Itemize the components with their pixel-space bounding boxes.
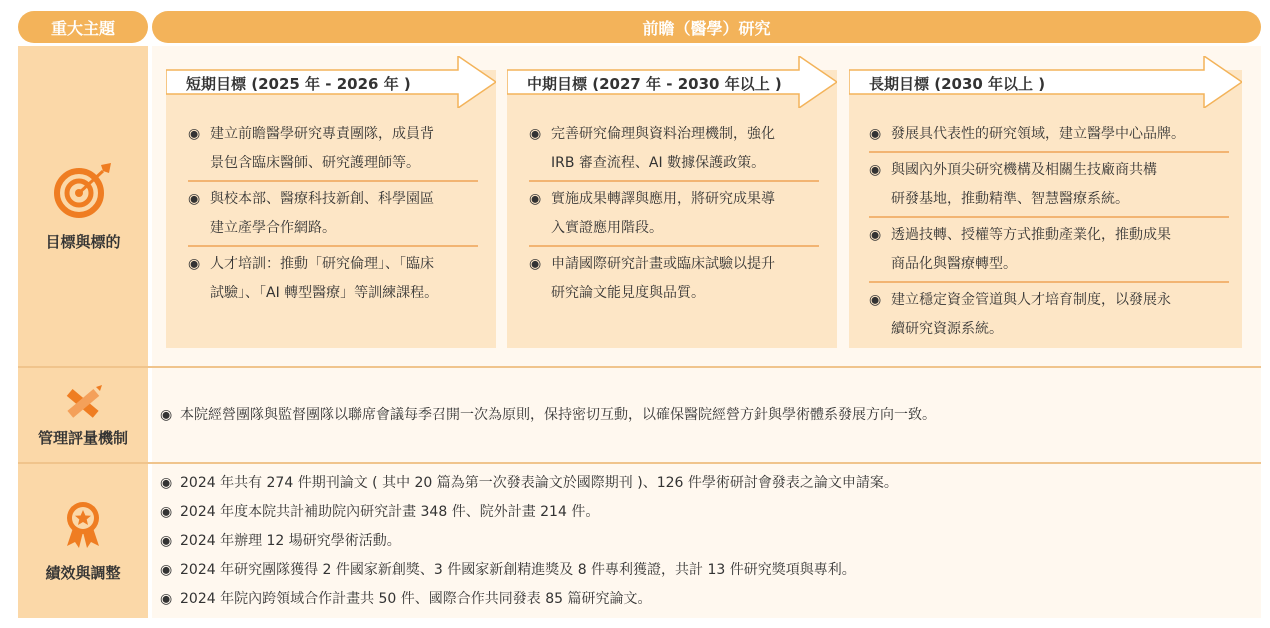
bullet-icon: ◉ [188,126,201,142]
bullet-icon: ◉ [160,504,173,520]
management-text: 本院經營團隊與監督團隊以聯席會議每季召開一次為原則，保持密切互動，以確保醫院經營方針與學術體系發展方向一致。 [180,407,936,423]
goal-item-line: 實施成果轉譯與應用，將研究成果導 [551,191,775,207]
goal-item-line: 申請國際研究計畫或臨床試驗以提升 [551,256,775,272]
goal-item-line: 研發基地，推動精準、智慧醫療系統。 [891,191,1129,207]
goal-item-line: 發展具代表性的研究領域，建立醫學中心品牌。 [891,126,1185,142]
performance-text: 2024 年共有 274 件期刊論文 ( 其中 20 篇為第一次發表論文於國際期刊 )、126 件學術研討會發表之論文申請案。 [180,475,898,491]
goal-card-title: 長期目標 (2030 年以上 ) [869,75,1046,93]
management-item [160,401,1250,430]
bullet-icon: ◉ [529,191,542,207]
performance-panel [152,464,1261,618]
bullet-icon: ◉ [869,227,882,243]
bullet-icon: ◉ [869,292,882,308]
goal-item-line: 人才培訓：推動「研究倫理」、「臨床 [210,256,434,272]
performance-item [160,527,1250,556]
goal-item-line: 與校本部、醫療科技新創、科學園區 [210,191,434,207]
performance-text: 2024 年度本院共計補助院內研究計畫 348 件、院外計畫 214 件。 [180,504,600,520]
goal-item-line: 建立前瞻醫學研究專責團隊，成員背 [210,126,434,142]
goal-item-line: 透過技轉、授權等方式推動產業化，推動成果 [891,227,1171,243]
bullet-icon: ◉ [160,533,173,549]
row-label-management [18,368,148,462]
goal-item [869,221,1229,283]
bullet-icon: ◉ [869,126,882,142]
row-label-performance-text: 績效與調整 [45,563,121,582]
goal-item-line: 建立產學合作網路。 [210,220,336,236]
performance-item [160,585,1250,614]
goal-item [188,250,478,310]
goal-card-long [849,70,1242,348]
goal-item [529,185,819,247]
bullet-icon: ◉ [160,407,173,423]
pencil-ruler-icon [62,383,104,423]
target-icon [51,161,115,221]
goal-item-line: 建立穩定資金管道與人才培育制度，以發展永 [891,292,1171,308]
goal-item-line: 試驗」、「AI 轉型醫療」等訓練課程。 [210,285,439,301]
goal-item-line: 續研究資源系統。 [891,321,1003,337]
bullet-icon: ◉ [188,191,201,207]
goal-item [188,185,478,247]
performance-item [160,498,1250,527]
performance-item [160,556,1250,585]
header-topic: 重大主題 [18,11,148,43]
goal-item-line: 景包含臨床醫師、研究護理師等。 [210,155,420,171]
row-label-goals-text: 目標與標的 [45,232,121,251]
header-title: 前瞻（醫學）研究 [152,11,1261,43]
bullet-icon: ◉ [160,591,173,607]
goal-item [529,250,819,310]
goal-item-line: 研究論文能見度與品質。 [551,285,705,301]
goal-item-line: 入實證應用階段。 [551,220,663,236]
bullet-icon: ◉ [160,475,173,491]
performance-text: 2024 年辦理 12 場研究學術活動。 [180,533,401,549]
goal-item [869,286,1229,346]
performance-text: 2024 年院內跨領域合作計畫共 50 件、國際合作共同發表 85 篇研究論文。 [180,591,652,607]
performance-item [160,469,1250,498]
goal-item [529,120,819,182]
goal-card-short [166,70,496,348]
management-panel [152,368,1261,462]
goal-item-line: 與國內外頂尖研究機構及相關生技廠商共構 [891,162,1157,178]
row-label-management-text: 管理評量機制 [37,428,128,447]
goal-item [869,120,1229,153]
award-ribbon-icon [63,500,103,548]
goal-item [869,156,1229,218]
goal-item-line: IRB 審查流程、AI 數據保護政策。 [551,155,766,171]
bullet-icon: ◉ [160,562,173,578]
goal-card-mid [507,70,837,348]
bullet-icon: ◉ [529,256,542,272]
bullet-icon: ◉ [529,126,542,142]
goal-item-line: 商品化與醫療轉型。 [891,256,1017,272]
performance-text: 2024 年研究團隊獲得 2 件國家新創獎、3 件國家新創精進獎及 8 件專利獲證，共計 13 件研究獎項與專利。 [180,562,856,578]
goal-card-title: 中期目標 (2027 年 - 2030 年以上 ) [527,75,782,93]
row-label-goals [18,46,148,366]
goal-card-title: 短期目標 (2025 年 - 2026 年 ) [186,75,411,93]
bullet-icon: ◉ [869,162,882,178]
bullet-icon: ◉ [188,256,201,272]
goal-item [188,120,478,182]
goal-item-line: 完善研究倫理與資料治理機制，強化 [551,126,775,142]
row-label-performance [18,464,148,618]
